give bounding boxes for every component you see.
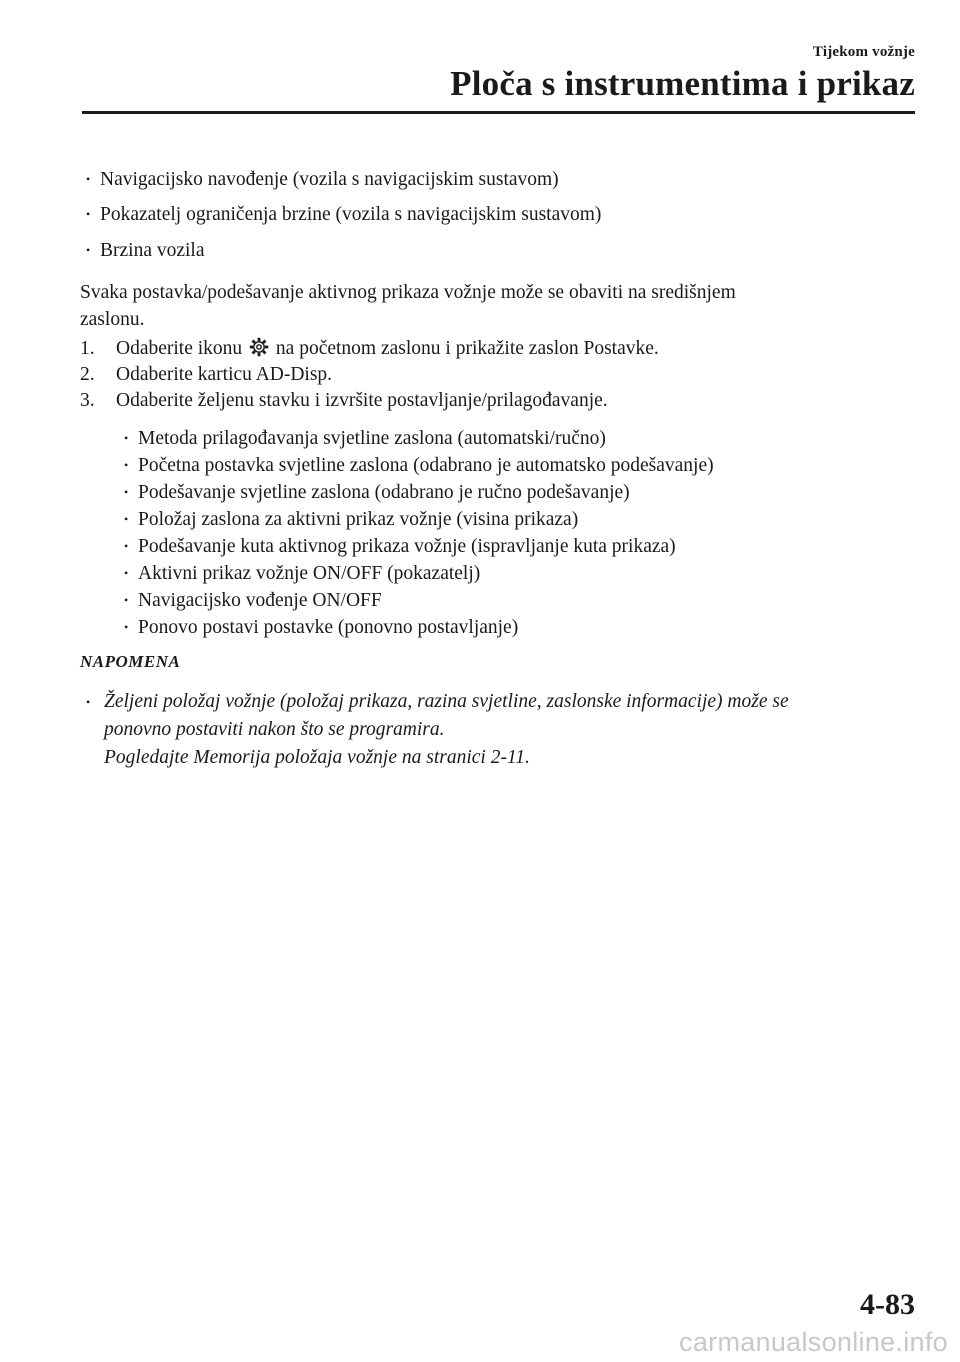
step-3: [80, 387, 608, 414]
list-item-text: Podešavanje kuta aktivnog prikaza vožnje (ispravljanje kuta prikaza): [138, 536, 676, 557]
note-line: Pogledajte Memorija položaja vožnje na stranici 2-11.: [104, 747, 530, 768]
list-item-text: Podešavanje svjetline zaslona (odabrano je ručno podešavanje): [138, 482, 630, 503]
list-item-text: Pokazatelj ograničenja brzine (vozila s navigacijskim sustavom): [100, 204, 602, 225]
section-label: Tijekom vožnje: [812, 44, 915, 60]
note-block: [86, 688, 906, 772]
step-number: 3.: [80, 390, 95, 411]
list-item-text: Položaj zaslona za aktivni prikaz vožnje (visina prikaza): [138, 509, 579, 530]
list-item-text: Metoda prilagođavanja svjetline zaslona (automatski/ručno): [138, 428, 606, 449]
list-item: • Početna postavka svjetline zaslona (odabrano je automatsko podešavanje): [124, 455, 714, 476]
step-number: 2.: [80, 364, 95, 385]
step-2: [80, 361, 332, 388]
step-1: [80, 335, 659, 362]
step-number: 1.: [80, 338, 95, 359]
paragraph-line: Svaka postavka/podešavanje aktivnog prikaza vožnje može se obaviti na središnjem: [80, 282, 736, 303]
list-item: • Podešavanje svjetline zaslona (odabrano je ručno podešavanje): [124, 482, 630, 503]
step-text: Odaberite karticu AD-Disp.: [116, 364, 333, 385]
list-item: • Aktivni prikaz vožnje ON/OFF (pokazatelj): [124, 563, 481, 584]
settings-gear-icon: [249, 337, 269, 357]
list-item-text: Navigacijsko navođenje (vozila s navigacijskim sustavom): [100, 169, 559, 190]
list-item: • Metoda prilagođavanja svjetline zaslona (automatski/ručno): [124, 428, 606, 449]
step-text: Odaberite željenu stavku i izvršite postavljanje/prilagođavanje.: [116, 390, 608, 411]
note-bullet: •: [86, 695, 91, 709]
list-item-text: Brzina vozila: [100, 240, 205, 261]
list-item-text: Početna postavka svjetline zaslona (odabrano je automatsko podešavanje): [138, 455, 714, 476]
list-item: • Položaj zaslona za aktivni prikaz vožnje (visina prikaza): [124, 509, 579, 530]
step-text: Odaberite ikonu: [116, 338, 243, 359]
list-item: • Podešavanje kuta aktivnog prikaza vožnje (ispravljanje kuta prikaza): [124, 536, 676, 557]
list-item: • Pokazatelj ograničenja brzine (vozila s navigacijskim sustavom): [86, 204, 602, 225]
list-item: • Navigacijsko navođenje (vozila s navigacijskim sustavom): [86, 169, 559, 190]
watermark: carmanualsonline.info: [679, 1327, 948, 1357]
note-heading: NAPOMENA: [80, 652, 181, 671]
list-item: • Ponovo postavi postavke (ponovno postavljanje): [124, 617, 519, 638]
header-rule: [82, 111, 915, 114]
list-item: • Brzina vozila: [86, 240, 205, 261]
list-item-text: Navigacijsko vođenje ON/OFF: [138, 590, 382, 611]
note-line: Željeni položaj vožnje (položaj prikaza, razina svjetline, zaslonske informacije) može se: [104, 691, 789, 712]
list-item-text: Ponovo postavi postavke (ponovno postavljanje): [138, 617, 519, 638]
page-title: Ploča s instrumentima i prikaz: [450, 64, 915, 103]
step-text: na početnom zaslonu i prikažite zaslon Postavke.: [275, 338, 659, 359]
list-item: • Navigacijsko vođenje ON/OFF: [124, 590, 382, 611]
note-line: ponovno postaviti nakon što se programira.: [104, 719, 445, 740]
intro-paragraph: [80, 279, 900, 333]
list-item-text: Aktivni prikaz vožnje ON/OFF (pokazatelj): [138, 563, 481, 584]
page-number: 4-83: [860, 1288, 915, 1321]
paragraph-line: zaslonu.: [80, 309, 145, 330]
